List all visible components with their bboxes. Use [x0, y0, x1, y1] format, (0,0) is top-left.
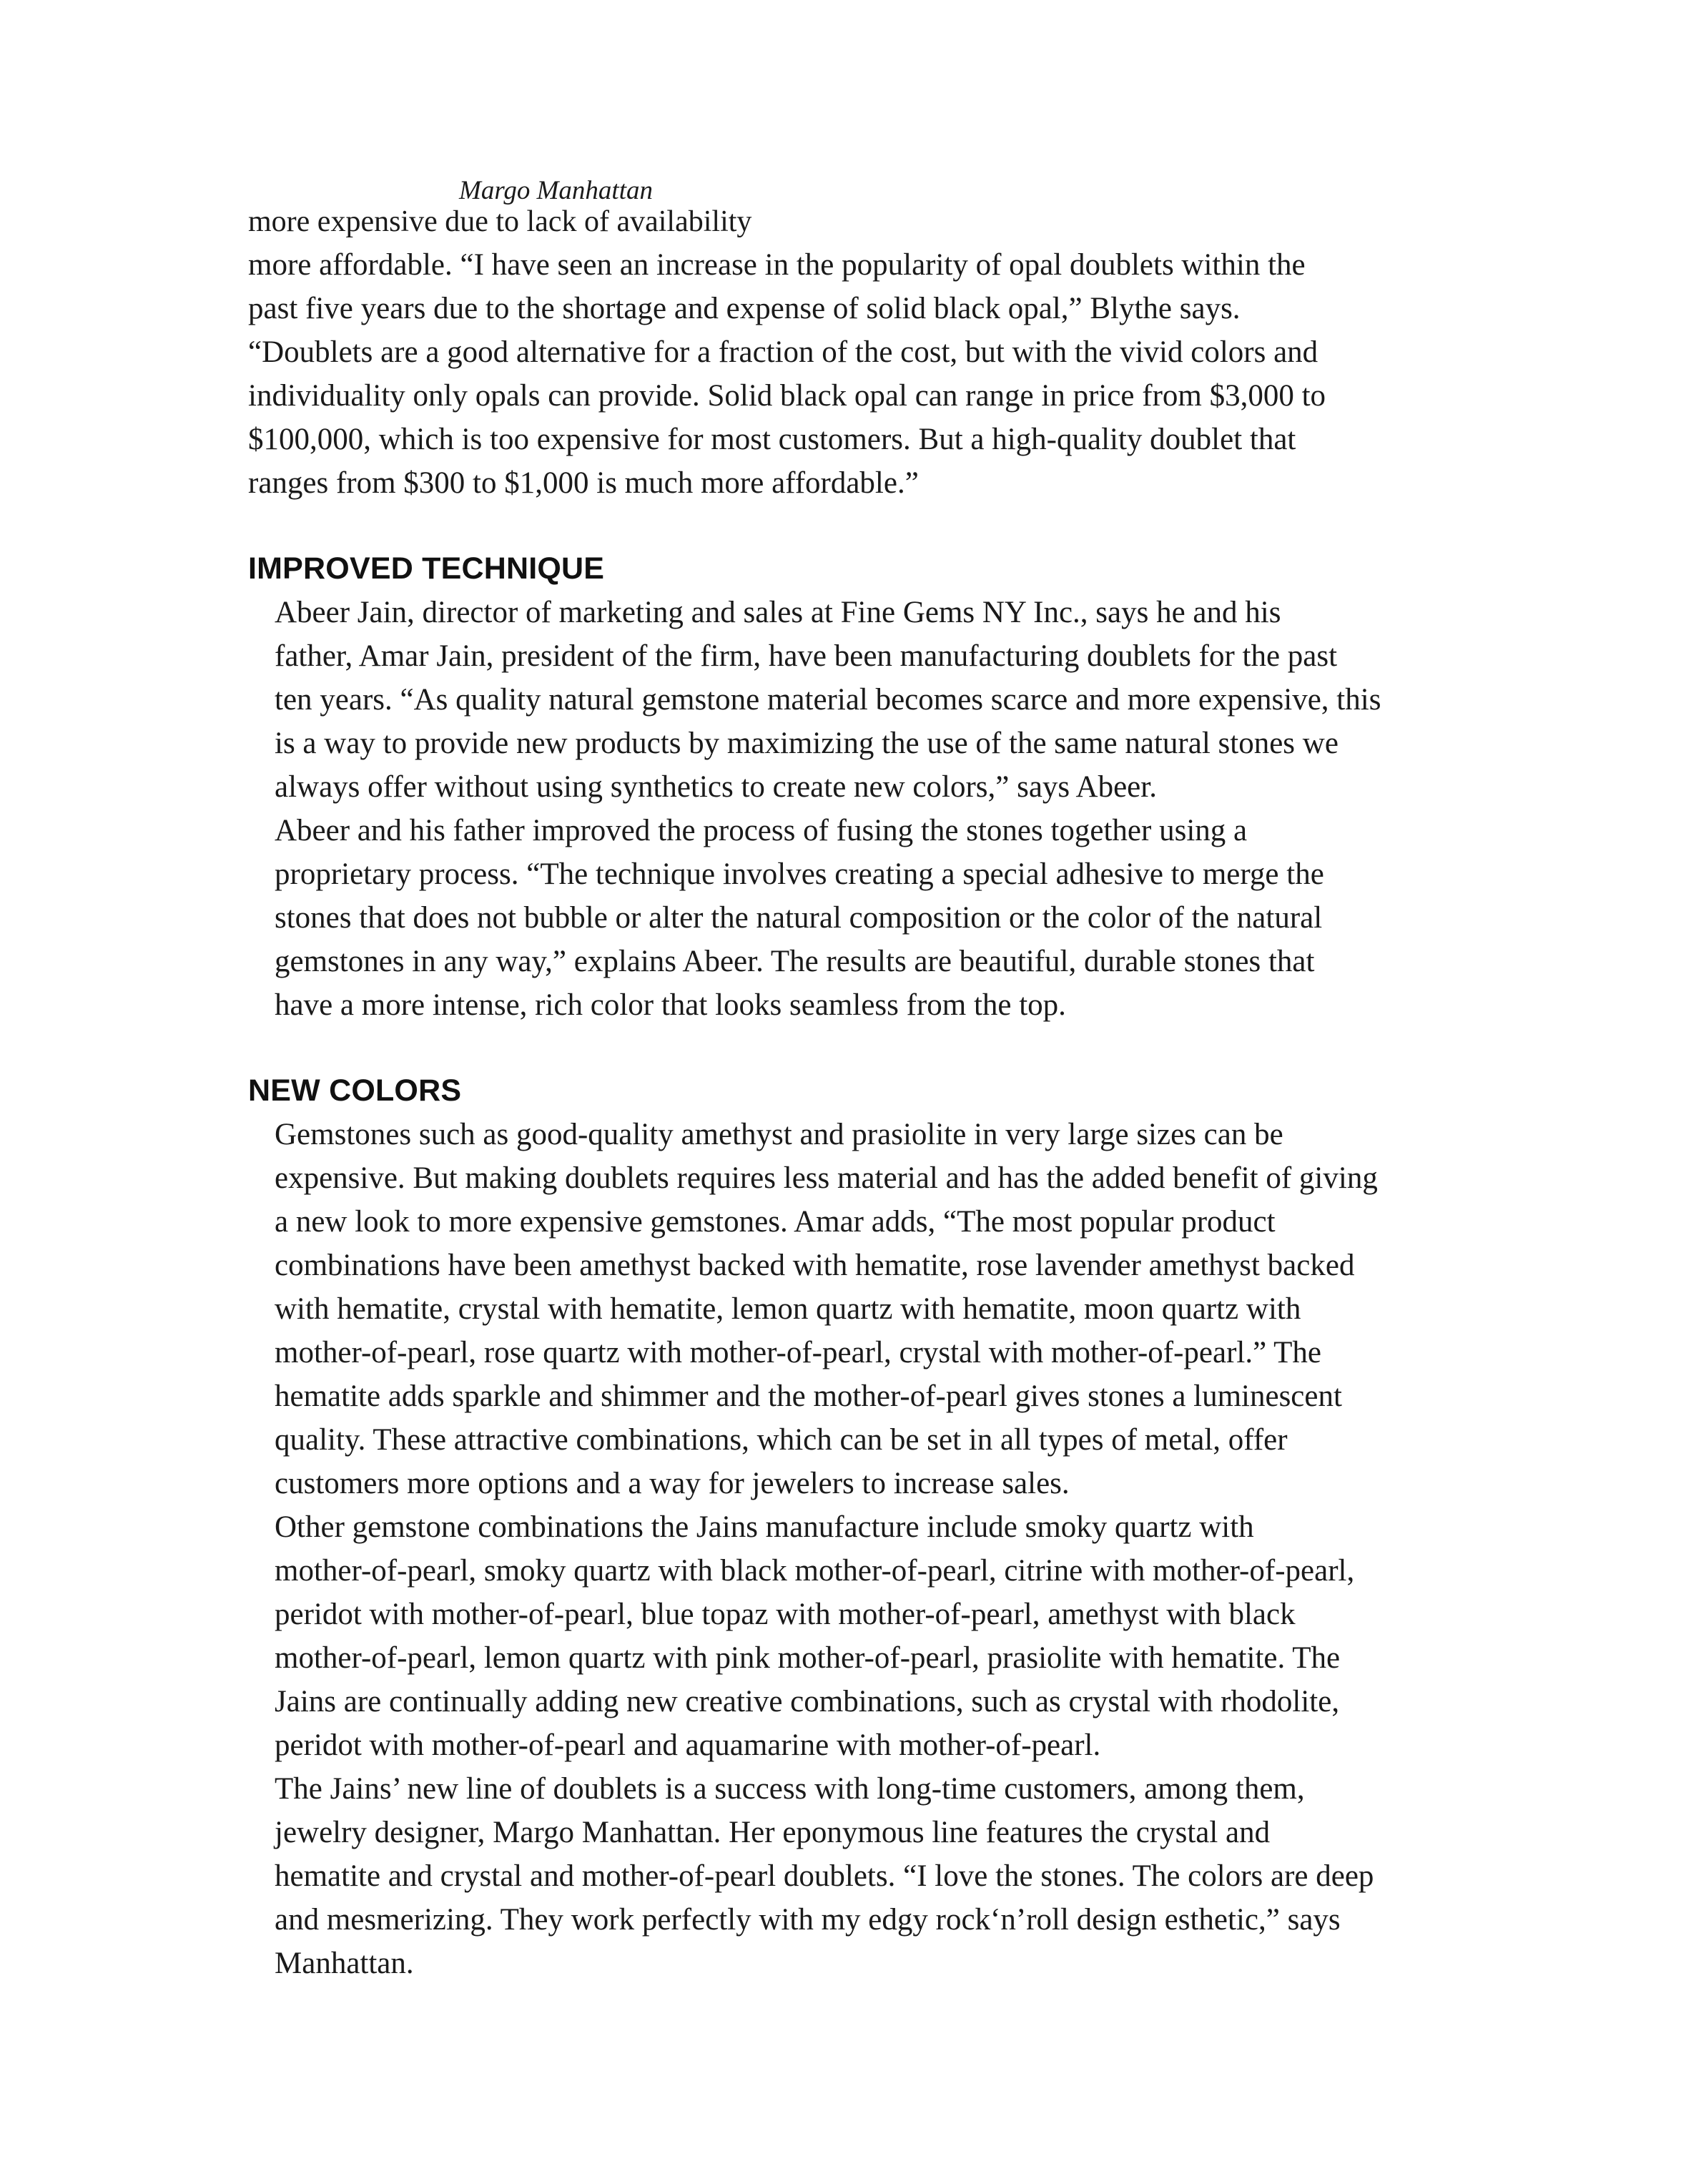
text-line: customers more options and a way for jewelers to increase sales.: [275, 1467, 1070, 1500]
paragraph: [248, 1113, 1464, 1505]
text-line: stones that does not bubble or alter the natural composition or the color of the natural: [275, 901, 1323, 935]
text-line: hematite and crystal and mother-of-pearl doublets. “I love the stones. The colors are deep: [275, 1859, 1374, 1893]
paragraph: [248, 1767, 1464, 1985]
text-line: proprietary process. “The technique involves creating a special adhesive to merge the: [275, 857, 1324, 891]
text-line: gemstones in any way,” explains Abeer. The results are beautiful, durable stones that: [275, 945, 1315, 978]
text-line: quality. These attractive combinations, which can be set in all types of metal, offer: [275, 1423, 1288, 1457]
section-heading-new-colors: NEW COLORS: [248, 1073, 462, 1108]
text-line: is a way to provide new products by maximizing the use of the same natural stones we: [275, 727, 1339, 760]
text-line: ten years. “As quality natural gemstone material becomes scarce and more expensive, this: [275, 683, 1381, 717]
paragraph: [248, 809, 1464, 1027]
text-line: more affordable. “I have seen an increase in the popularity of opal doublets within the: [248, 248, 1306, 282]
text-line: combinations have been amethyst backed with hematite, rose lavender amethyst backed: [275, 1249, 1355, 1282]
text-line: peridot with mother-of-pearl and aquamarine with mother-of-pearl.: [275, 1728, 1101, 1762]
text-line: a new look to more expensive gemstones. Amar adds, “The most popular product: [275, 1205, 1276, 1239]
text-line: ranges from $300 to $1,000 is much more affordable.”: [248, 466, 919, 500]
text-line: peridot with mother-of-pearl, blue topaz with mother-of-pearl, amethyst with black: [275, 1598, 1296, 1631]
text-line: always offer without using synthetics to create new colors,” says Abeer.: [275, 770, 1157, 804]
text-line: jewelry designer, Margo Manhattan. Her eponymous line features the crystal and: [275, 1816, 1271, 1849]
text-line: Gemstones such as good-quality amethyst and prasiolite in very large sizes can be: [275, 1118, 1283, 1151]
text-line: Abeer and his father improved the process of fusing the stones together using a: [275, 814, 1248, 847]
text-line: “Doublets are a good alternative for a fraction of the cost, but with the vivid colors and: [248, 335, 1318, 369]
image-caption-text: more expensive due to lack of availability: [248, 205, 752, 238]
text-line: mother-of-pearl, rose quartz with mother-of-pearl, crystal with mother-of-pearl.” The: [275, 1336, 1321, 1369]
article-body: [248, 243, 1464, 1985]
paragraph: [248, 1505, 1464, 1767]
text-line: Abeer Jain, director of marketing and sales at Fine Gems NY Inc., says he and his: [275, 596, 1281, 629]
text-line: have a more intense, rich color that looks seamless from the top.: [275, 988, 1066, 1022]
text-line: The Jains’ new line of doublets is a success with long-time customers, among them,: [275, 1772, 1305, 1806]
image-caption-credit: Margo Manhattan: [459, 176, 653, 205]
text-line: $100,000, which is too expensive for most customers. But a high-quality doublet that: [248, 423, 1296, 456]
text-line: hematite adds sparkle and shimmer and the mother-of-pearl gives stones a luminescent: [275, 1379, 1342, 1413]
text-line: with hematite, crystal with hematite, lemon quartz with hematite, moon quartz with: [275, 1292, 1301, 1326]
text-line: Other gemstone combinations the Jains manufacture include smoky quartz with: [275, 1510, 1254, 1544]
text-line: and mesmerizing. They work perfectly with my edgy rock‘n’roll design esthetic,” says: [275, 1903, 1341, 1937]
text-line: past five years due to the shortage and expense of solid black opal,” Blythe says.: [248, 292, 1241, 325]
text-line: Jains are continually adding new creative combinations, such as crystal with rhodolite,: [275, 1685, 1340, 1718]
text-line: expensive. But making doublets requires less material and has the added benefit of giving: [275, 1161, 1378, 1195]
paragraph: [248, 591, 1464, 809]
text-line: individuality only opals can provide. Solid black opal can range in price from $3,000 to: [248, 379, 1326, 413]
text-line: mother-of-pearl, smoky quartz with black mother-of-pearl, citrine with mother-of-pearl,: [275, 1554, 1355, 1588]
intro-paragraph: [248, 243, 1464, 505]
text-line: father, Amar Jain, president of the firm, have been manufacturing doublets for the past: [275, 639, 1338, 673]
section-heading-improved-technique: IMPROVED TECHNIQUE: [248, 551, 605, 586]
text-line: Manhattan.: [275, 1947, 414, 1980]
text-line: mother-of-pearl, lemon quartz with pink mother-of-pearl, prasiolite with hematite. The: [275, 1641, 1341, 1675]
